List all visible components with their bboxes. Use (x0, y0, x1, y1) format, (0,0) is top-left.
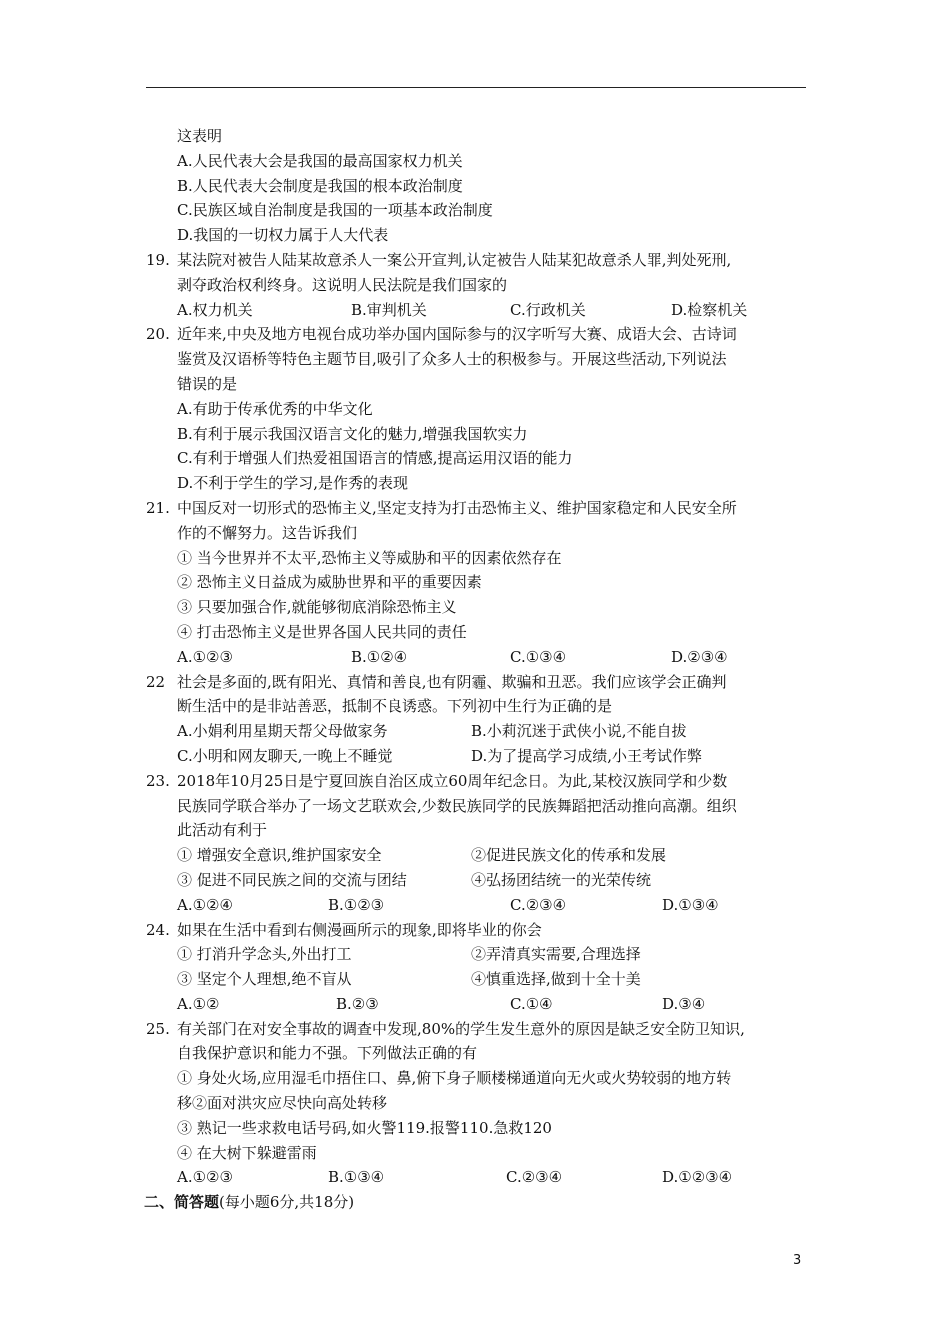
question-number: 21. (146, 498, 170, 517)
answer-option: A.权力机关 (177, 300, 253, 319)
line-text: D.不利于学生的学习,是作秀的表现 (177, 474, 409, 493)
text-line (146, 1041, 816, 1066)
line-text: A.有助于传承优秀的中华文化 (177, 399, 373, 418)
answer-option: C.①③④ (510, 647, 567, 666)
question-text: 中国反对一切形式的恐怖主义,坚定支持为打击恐怖主义、维护国家稳定和人民安全所 (177, 498, 737, 517)
answer-option: C.②③④ (506, 1168, 563, 1187)
option-row (146, 1165, 816, 1190)
answer-option: ③ 坚定个人理想,绝不盲从 (177, 970, 352, 989)
answer-option: ②弄清真实需要,合理选择 (471, 945, 641, 964)
text-line (146, 174, 816, 199)
header-rule (146, 87, 806, 88)
question-line (146, 670, 816, 695)
option-row (146, 992, 816, 1017)
page-number: 3 (793, 1253, 802, 1268)
line-text: 剥夺政治权利终身。这说明人民法院是我们国家的 (177, 275, 508, 294)
question-line (146, 322, 816, 347)
line-text: B.有利于展示我国汉语言文化的魅力,增强我国软实力 (177, 424, 528, 443)
question-line (146, 248, 816, 273)
answer-option: D.①②③④ (662, 1168, 733, 1187)
text-line (146, 794, 816, 819)
question-number: 25. (146, 1019, 170, 1038)
option-row (146, 744, 816, 769)
answer-option: ②促进民族文化的传承和发展 (471, 846, 667, 865)
line-text: D.我国的一切权力属于人大代表 (177, 226, 389, 245)
text-line (146, 595, 816, 620)
line-text: C.有利于增强人们热爱祖国语言的情感,提高运用汉语的能力 (177, 449, 573, 468)
answer-option: C.②③④ (510, 895, 567, 914)
option-row (146, 298, 816, 323)
answer-option: B.小莉沉迷于武侠小说,不能自拔 (471, 722, 687, 741)
line-text: ③ 只要加强合作,就能够彻底消除恐怖主义 (177, 598, 457, 617)
answer-option: A.①②③ (177, 647, 233, 666)
question-number: 23. (146, 771, 170, 790)
answer-option: ① 增强安全意识,维护国家安全 (177, 846, 382, 865)
answer-option: B.①②④ (351, 647, 408, 666)
answer-option: ④弘扬团结统一的光荣传统 (471, 870, 652, 889)
answer-option: A.①② (177, 994, 220, 1013)
line-text: 断生活中的是非站善恶，抵制不良诱惑。下列初中生行为正确的是 (177, 697, 613, 716)
option-row (146, 843, 816, 868)
section-title: 二、简答题 (144, 1193, 220, 1212)
text-line (146, 149, 816, 174)
text-line (146, 347, 816, 372)
line-text: 鉴赏及汉语桥等特色主题节目,吸引了众多人士的积极参与。开展这些活动,下列说法 (177, 350, 727, 369)
line-text: A.人民代表大会是我国的最高国家权力机关 (177, 151, 463, 170)
answer-option: B.①③④ (328, 1168, 385, 1187)
text-line (146, 223, 816, 248)
line-text: ④ 打击恐怖主义是世界各国人民共同的责任 (177, 622, 467, 641)
text-line (146, 1116, 816, 1141)
question-text: 如果在生活中看到右侧漫画所示的现象,即将毕业的你会 (177, 920, 542, 939)
text-line (146, 372, 816, 397)
answer-option: D.为了提高学习成绩,小王考试作弊 (471, 746, 703, 765)
answer-option: C.小明和网友聊天,一晚上不睡觉 (177, 746, 393, 765)
text-line (146, 273, 816, 298)
question-content (146, 124, 816, 1215)
question-number: 22 (146, 672, 166, 691)
answer-option: B.①②③ (328, 895, 385, 914)
line-text: 民族同学联合举办了一场文艺联欢会,少数民族同学的民族舞蹈把活动推向高潮。组织 (177, 796, 737, 815)
answer-option: C.行政机关 (510, 300, 586, 319)
line-text: ② 恐怖主义日益成为威胁世界和平的重要因素 (177, 573, 482, 592)
answer-option: D.③④ (662, 994, 706, 1013)
line-text: 自我保护意识和能力不强。下列做法正确的有 (177, 1044, 478, 1063)
option-row (146, 719, 816, 744)
text-line (146, 1141, 816, 1166)
option-row (146, 967, 816, 992)
text-line (146, 521, 816, 546)
text-line (146, 570, 816, 595)
line-text: 此活动有利于 (177, 821, 268, 840)
option-row (146, 942, 816, 967)
question-line (146, 769, 816, 794)
question-text: 近年来,中央及地方电视台成功举办国内国际参与的汉字听写大赛、成语大会、古诗词 (177, 325, 737, 344)
section-note: (每小题6分,共18分) (219, 1193, 355, 1212)
question-number: 19. (146, 250, 170, 269)
line-text: C.民族区域自治制度是我国的一项基本政治制度 (177, 201, 493, 220)
text-line (146, 1066, 816, 1091)
line-text: ① 当今世界并不太平,恐怖主义等威胁和平的因素依然存在 (177, 548, 562, 567)
answer-option: D.检察机关 (671, 300, 748, 319)
question-number: 24. (146, 920, 170, 939)
line-text: 作的不懈努力。这告诉我们 (177, 523, 358, 542)
question-line (146, 496, 816, 521)
option-row (146, 645, 816, 670)
line-text: ④ 在大树下躲避雷雨 (177, 1143, 317, 1162)
answer-option: ④慎重选择,做到十全十美 (471, 970, 641, 989)
answer-option: ③ 促进不同民族之间的交流与团结 (177, 870, 407, 889)
answer-option: A.①②③ (177, 1168, 233, 1187)
text-line (146, 397, 816, 422)
answer-option: D.②③④ (671, 647, 728, 666)
answer-option: A.①②④ (177, 895, 233, 914)
option-row (146, 893, 816, 918)
question-line (146, 1017, 816, 1042)
section-heading (144, 1190, 816, 1215)
question-text: 某法院对被告人陆某故意杀人一案公开宣判,认定被告人陆某犯故意杀人罪,判处死刑, (177, 250, 732, 269)
line-text: ③ 熟记一些求救电话号码,如火警119.报警110.急救120 (177, 1118, 552, 1137)
answer-option: B.②③ (336, 994, 379, 1013)
text-line (146, 546, 816, 571)
answer-option: ① 打消升学念头,外出打工 (177, 945, 352, 964)
text-line (146, 818, 816, 843)
question-text: 社会是多面的,既有阳光、真情和善良,也有阴霾、欺骗和丑恶。我们应该学会正确判 (177, 672, 727, 691)
question-text: 2018年10月25日是宁夏回族自治区成立60周年纪念日。为此,某校汉族同学和少数 (177, 771, 728, 790)
question-line (146, 918, 816, 943)
text-line (146, 471, 816, 496)
answer-option: D.①③④ (662, 895, 719, 914)
text-line (146, 1091, 816, 1116)
answer-option: C.①④ (510, 994, 553, 1013)
answer-option: A.小娟利用星期天帮父母做家务 (177, 722, 388, 741)
line-text: 错误的是 (177, 374, 238, 393)
line-text: 移②面对洪灾应尽快向高处转移 (177, 1094, 388, 1113)
line-text: B.人民代表大会制度是我国的根本政治制度 (177, 176, 463, 195)
text-line (146, 694, 816, 719)
text-line (146, 446, 816, 471)
answer-option: B.审判机关 (351, 300, 427, 319)
line-text: 这表明 (177, 127, 223, 145)
line-text: ① 身处火场,应用湿毛巾捂住口、鼻,俯下身子顺楼梯通道向无火或火势较弱的地方转 (177, 1069, 732, 1088)
text-line (146, 198, 816, 223)
text-line (146, 422, 816, 447)
text-line (146, 124, 816, 149)
option-row (146, 868, 816, 893)
text-line (146, 620, 816, 645)
question-number: 20. (146, 325, 170, 344)
question-text: 有关部门在对安全事故的调查中发现,80%的学生发生意外的原因是缺乏安全防卫知识, (177, 1019, 745, 1038)
